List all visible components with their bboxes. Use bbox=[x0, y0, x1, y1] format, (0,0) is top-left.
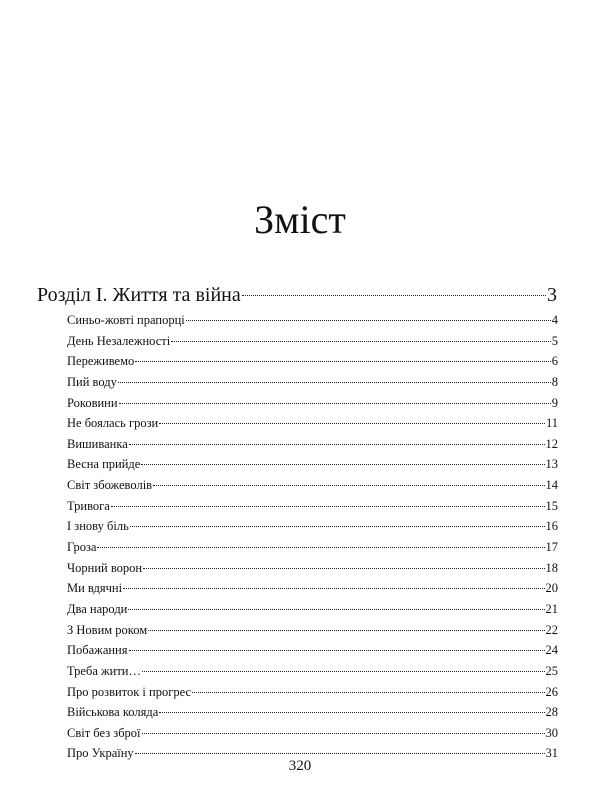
entry-page: 6 bbox=[551, 354, 558, 369]
dot-leader bbox=[129, 650, 545, 651]
dot-leader bbox=[97, 547, 544, 548]
toc-entry bbox=[37, 620, 558, 641]
entry-title: Світ збожеволів bbox=[67, 478, 153, 493]
toc-entry bbox=[37, 413, 558, 434]
toc-entry bbox=[37, 475, 558, 496]
toc-entry bbox=[37, 434, 558, 455]
dot-leader bbox=[128, 609, 544, 610]
dot-leader bbox=[142, 671, 545, 672]
entry-title: Військова коляда bbox=[67, 705, 159, 720]
entry-page: 17 bbox=[545, 540, 558, 555]
dot-leader bbox=[129, 444, 545, 445]
entry-title: Пий воду bbox=[67, 374, 117, 389]
entry-page: 14 bbox=[545, 478, 558, 493]
section-page: 3 bbox=[547, 284, 557, 306]
dot-leader bbox=[111, 506, 545, 507]
toc-entry bbox=[37, 640, 558, 661]
toc-entry bbox=[37, 599, 558, 620]
entry-title: День Незалежності bbox=[67, 333, 171, 348]
dot-leader bbox=[159, 712, 544, 713]
dot-leader bbox=[135, 753, 545, 754]
entry-page: 30 bbox=[545, 725, 558, 740]
entry-title: Не боялась грози bbox=[67, 416, 159, 431]
entry-page: 16 bbox=[545, 519, 558, 534]
entry-page: 20 bbox=[545, 581, 558, 596]
entry-page: 24 bbox=[545, 643, 558, 658]
dot-leader bbox=[192, 692, 545, 693]
dot-leader bbox=[186, 320, 551, 321]
entry-page: 18 bbox=[545, 560, 558, 575]
entry-page: 28 bbox=[545, 705, 558, 720]
toc-entry bbox=[37, 351, 558, 372]
section-label: Розділ І. Життя та війна bbox=[37, 284, 241, 306]
entry-page: 9 bbox=[551, 395, 558, 410]
dot-leader bbox=[171, 341, 551, 342]
dot-leader bbox=[135, 361, 551, 362]
entry-title: Гроза bbox=[67, 540, 97, 555]
entry-title: Про розвиток і прогрес bbox=[67, 684, 191, 699]
entry-title: Про Україну bbox=[67, 746, 134, 761]
entry-title: Два народи bbox=[67, 601, 128, 616]
dot-leader bbox=[242, 295, 546, 296]
table-of-contents bbox=[37, 280, 557, 764]
toc-entry bbox=[37, 537, 558, 558]
toc-entry bbox=[37, 702, 558, 723]
entry-page: 4 bbox=[551, 313, 558, 327]
entry-title: І знову біль bbox=[67, 519, 129, 534]
dot-leader bbox=[123, 588, 544, 589]
entry-page: 31 bbox=[545, 746, 558, 761]
entry-page: 22 bbox=[545, 622, 558, 637]
toc-section-heading bbox=[37, 280, 557, 310]
entry-title: Роковини bbox=[67, 395, 118, 410]
entry-title: Синьо-жовті прапорці bbox=[67, 313, 185, 327]
toc-entry bbox=[37, 310, 558, 331]
toc-entry bbox=[37, 496, 558, 517]
toc-entry bbox=[37, 454, 558, 475]
entry-title: Світ без зброї bbox=[67, 725, 141, 740]
entry-title: Треба жити… bbox=[67, 663, 141, 678]
entry-title: З Новим роком bbox=[67, 622, 148, 637]
entry-page: 8 bbox=[551, 374, 558, 389]
toc-entry bbox=[37, 393, 558, 414]
toc-entry bbox=[37, 558, 558, 579]
dot-leader bbox=[142, 733, 545, 734]
entry-title: Вишиванка bbox=[67, 436, 128, 451]
dot-leader bbox=[159, 423, 545, 424]
entry-page: 11 bbox=[545, 416, 558, 431]
entry-title: Весна прийде bbox=[67, 457, 141, 472]
toc-entry bbox=[37, 516, 558, 537]
toc-entry bbox=[37, 331, 558, 352]
dot-leader bbox=[143, 568, 544, 569]
entry-title: Чорний ворон bbox=[67, 560, 143, 575]
dot-leader bbox=[119, 403, 551, 404]
dot-leader bbox=[153, 485, 544, 486]
toc-entry bbox=[37, 578, 558, 599]
entry-title: Тривога bbox=[67, 498, 110, 513]
entry-page: 13 bbox=[545, 457, 558, 472]
entry-page: 26 bbox=[545, 684, 558, 699]
entry-title: Побажання bbox=[67, 643, 128, 658]
page-title: Зміст bbox=[254, 197, 346, 242]
dot-leader bbox=[130, 526, 545, 527]
entry-page: 21 bbox=[545, 601, 558, 616]
entry-title: Переживемо bbox=[67, 354, 135, 369]
toc-entry bbox=[37, 661, 558, 682]
entry-page: 15 bbox=[545, 498, 558, 513]
toc-entry bbox=[37, 682, 558, 703]
page-number: 320 bbox=[288, 758, 312, 774]
toc-entries bbox=[37, 310, 557, 764]
toc-entry bbox=[37, 723, 558, 744]
entry-page: 5 bbox=[551, 333, 558, 348]
entry-page: 25 bbox=[545, 663, 558, 678]
entry-title: Ми вдячні bbox=[67, 581, 123, 596]
dot-leader bbox=[141, 464, 544, 465]
dot-leader bbox=[148, 630, 544, 631]
dot-leader bbox=[118, 382, 551, 383]
entry-page: 12 bbox=[545, 436, 558, 451]
toc-entry bbox=[37, 372, 558, 393]
